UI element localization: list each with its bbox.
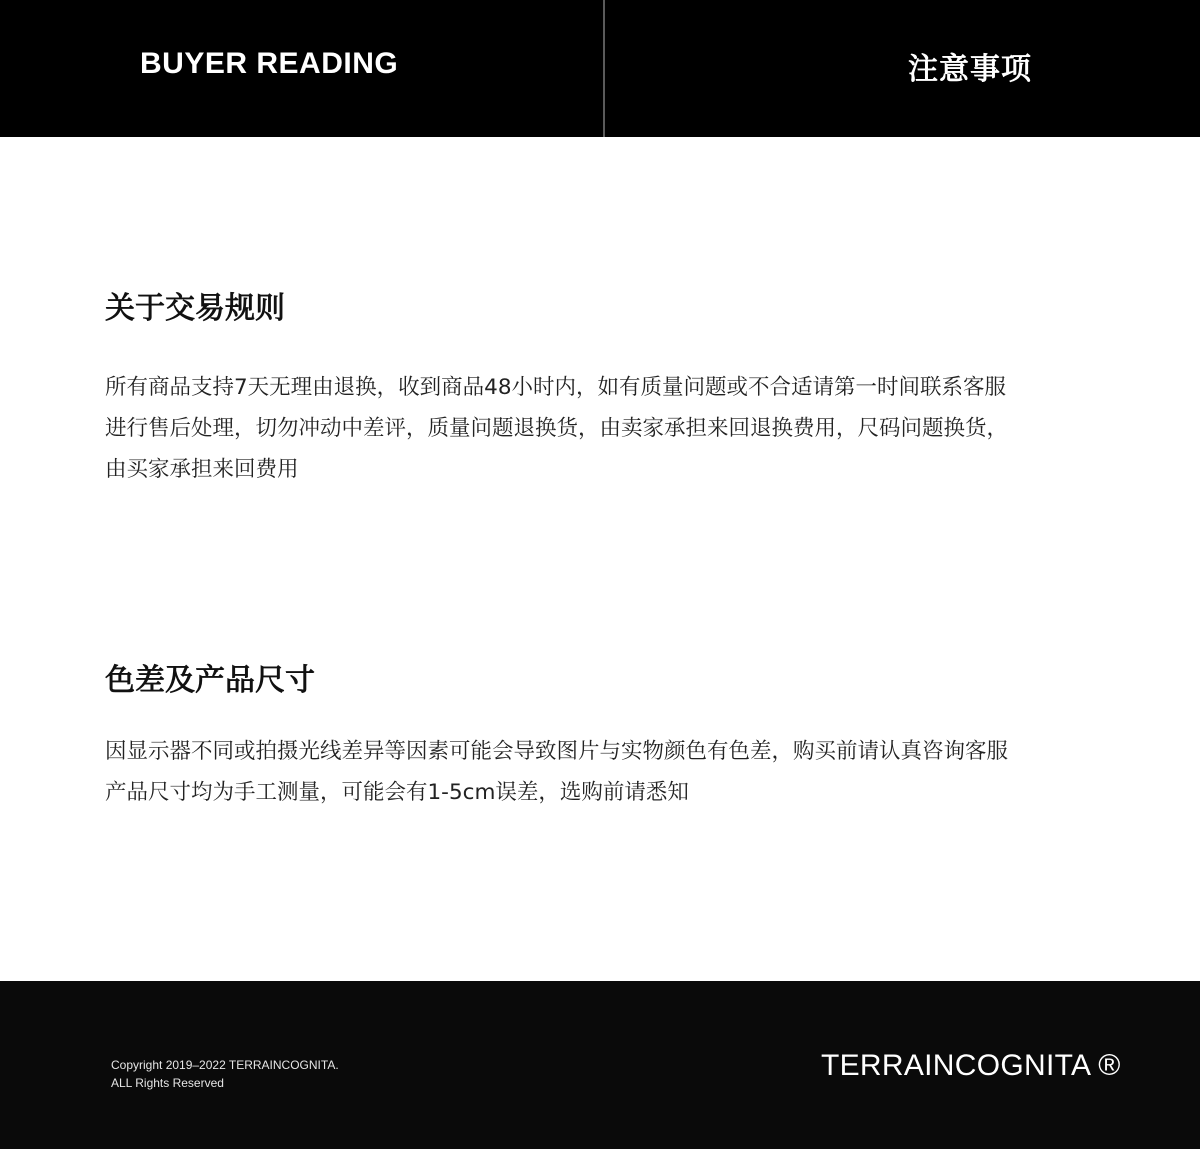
section-body bbox=[105, 367, 1105, 490]
body-line: 产品尺寸均为手工测量，可能会有1-5cm误差，选购前请悉知 bbox=[105, 780, 689, 805]
section-body bbox=[105, 731, 1105, 813]
body-line: 由买家承担来回费用 bbox=[105, 457, 299, 482]
body-line: 进行售后处理，切勿冲动中差评，质量问题退换货，由卖家承担来回退换费用，尺码问题换货， bbox=[105, 416, 1009, 441]
section-heading: 关于交易规则 bbox=[105, 291, 285, 326]
header-chinese-title: 注意事项 bbox=[908, 52, 1032, 87]
copyright-line: ALL Rights Reserved bbox=[111, 1076, 224, 1090]
section-trade-rules bbox=[105, 283, 1105, 490]
footer-brand-logo: TERRAINCOGNITA ® bbox=[821, 1049, 1121, 1082]
header-divider bbox=[603, 0, 605, 137]
footer-copyright bbox=[111, 1056, 339, 1092]
body-line: 所有商品支持7天无理由退换，收到商品48小时内，如有质量问题或不合适请第一时间联系客服 bbox=[105, 375, 1007, 400]
header-english-title: BUYER READING bbox=[140, 47, 399, 80]
section-heading: 色差及产品尺寸 bbox=[105, 663, 315, 698]
footer bbox=[0, 981, 1200, 1149]
section-color-size bbox=[105, 655, 1105, 813]
copyright-line: Copyright 2019–2022 TERRAINCOGNITA. bbox=[111, 1058, 339, 1072]
body-line: 因显示器不同或拍摄光线差异等因素可能会导致图片与实物颜色有色差，购买前请认真咨询客服 bbox=[105, 739, 1009, 764]
header-banner bbox=[0, 0, 1200, 137]
